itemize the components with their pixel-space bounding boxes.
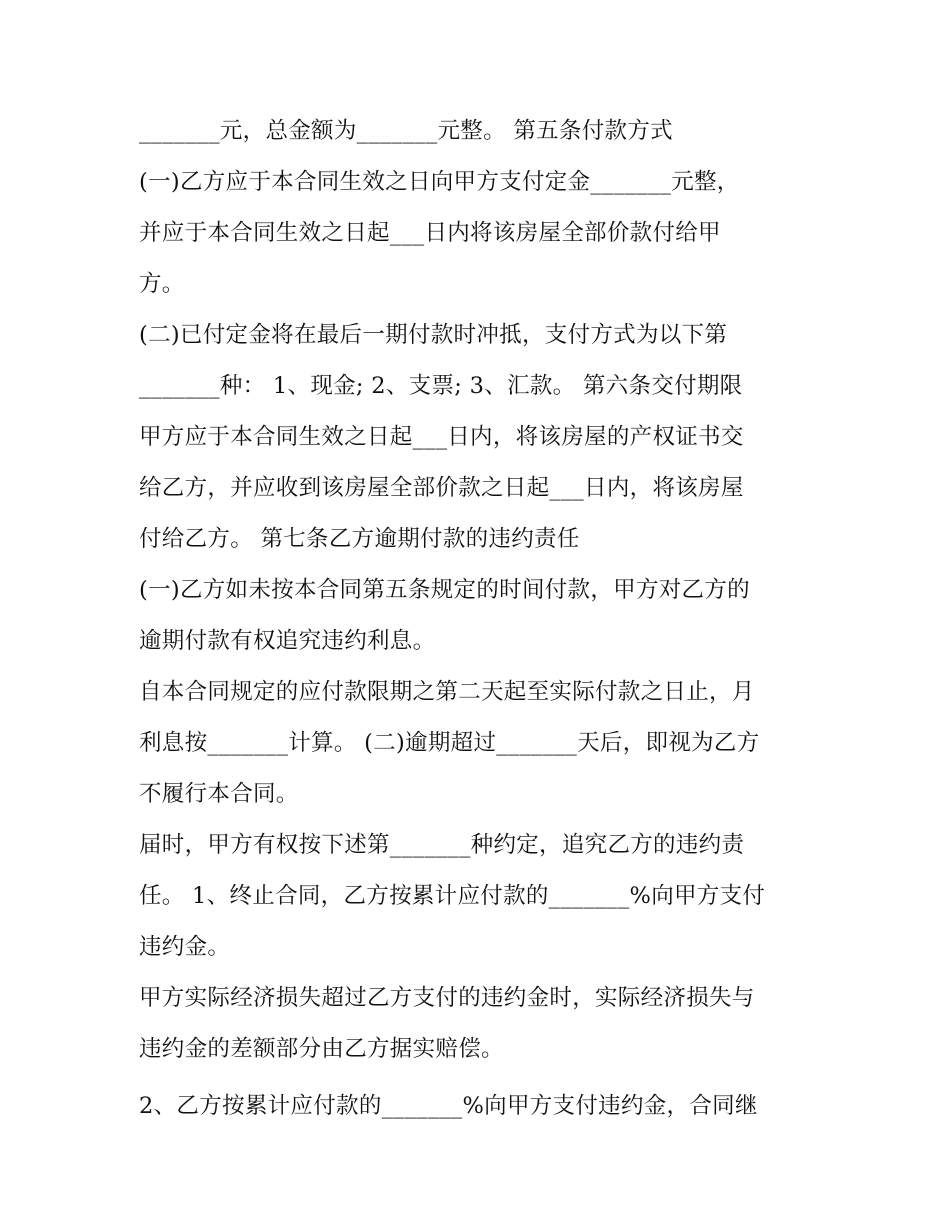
text-line: 逾期付款有权追究违约利息。 <box>139 628 436 654</box>
text-line: 给乙方，并应收到该房屋全部价款之日起___日内，将该房屋 <box>139 475 744 501</box>
text-line: 违约金的差额部分由乙方据实赔偿。 <box>139 1036 504 1062</box>
text-line: 自本合同规定的应付款限期之第二天起至实际付款之日止，月 <box>139 679 755 705</box>
text-line: 利息按_______计算。 (二)逾期超过_______天后，即视为乙方 <box>139 730 760 756</box>
text-line: _______种： 1、现金; 2、支票; 3、汇款。 第六条交付期限 <box>139 373 743 399</box>
contract-body <box>139 108 839 1134</box>
text-line: 届时，甲方有权按下述第_______种约定，追究乙方的违约责 <box>139 832 745 858</box>
text-line: (一)乙方应于本合同生效之日向甲方支付定金_______元整， <box>139 169 740 195</box>
text-line: (一)乙方如未按本合同第五条规定的时间付款，甲方对乙方的 <box>139 577 750 603</box>
text-line: 违约金。 <box>139 934 231 960</box>
text-line: 付给乙方。 第七条乙方逾期付款的违约责任 <box>139 526 580 552</box>
text-line: 不履行本合同。 <box>139 781 299 807</box>
text-line: _______元，总金额为_______元整。 第五条付款方式 <box>139 118 673 144</box>
text-line: 甲方应于本合同生效之日起___日内，将该房屋的产权证书交 <box>139 424 744 450</box>
text-line: (二)已付定金将在最后一期付款时冲抵，支付方式为以下第 <box>139 322 728 348</box>
text-line: 并应于本合同生效之日起___日内将该房屋全部价款付给甲 <box>139 220 721 246</box>
text-line: 方。 <box>139 271 185 297</box>
text-line: 甲方实际经济损失超过乙方支付的违约金时，实际经济损失与 <box>139 985 755 1011</box>
text-line: 2、乙方按累计应付款的_______%向甲方支付违约金，合同继 <box>139 1093 758 1119</box>
text-line: 任。 1、终止合同，乙方按累计应付款的_______%向甲方支付 <box>139 883 766 909</box>
